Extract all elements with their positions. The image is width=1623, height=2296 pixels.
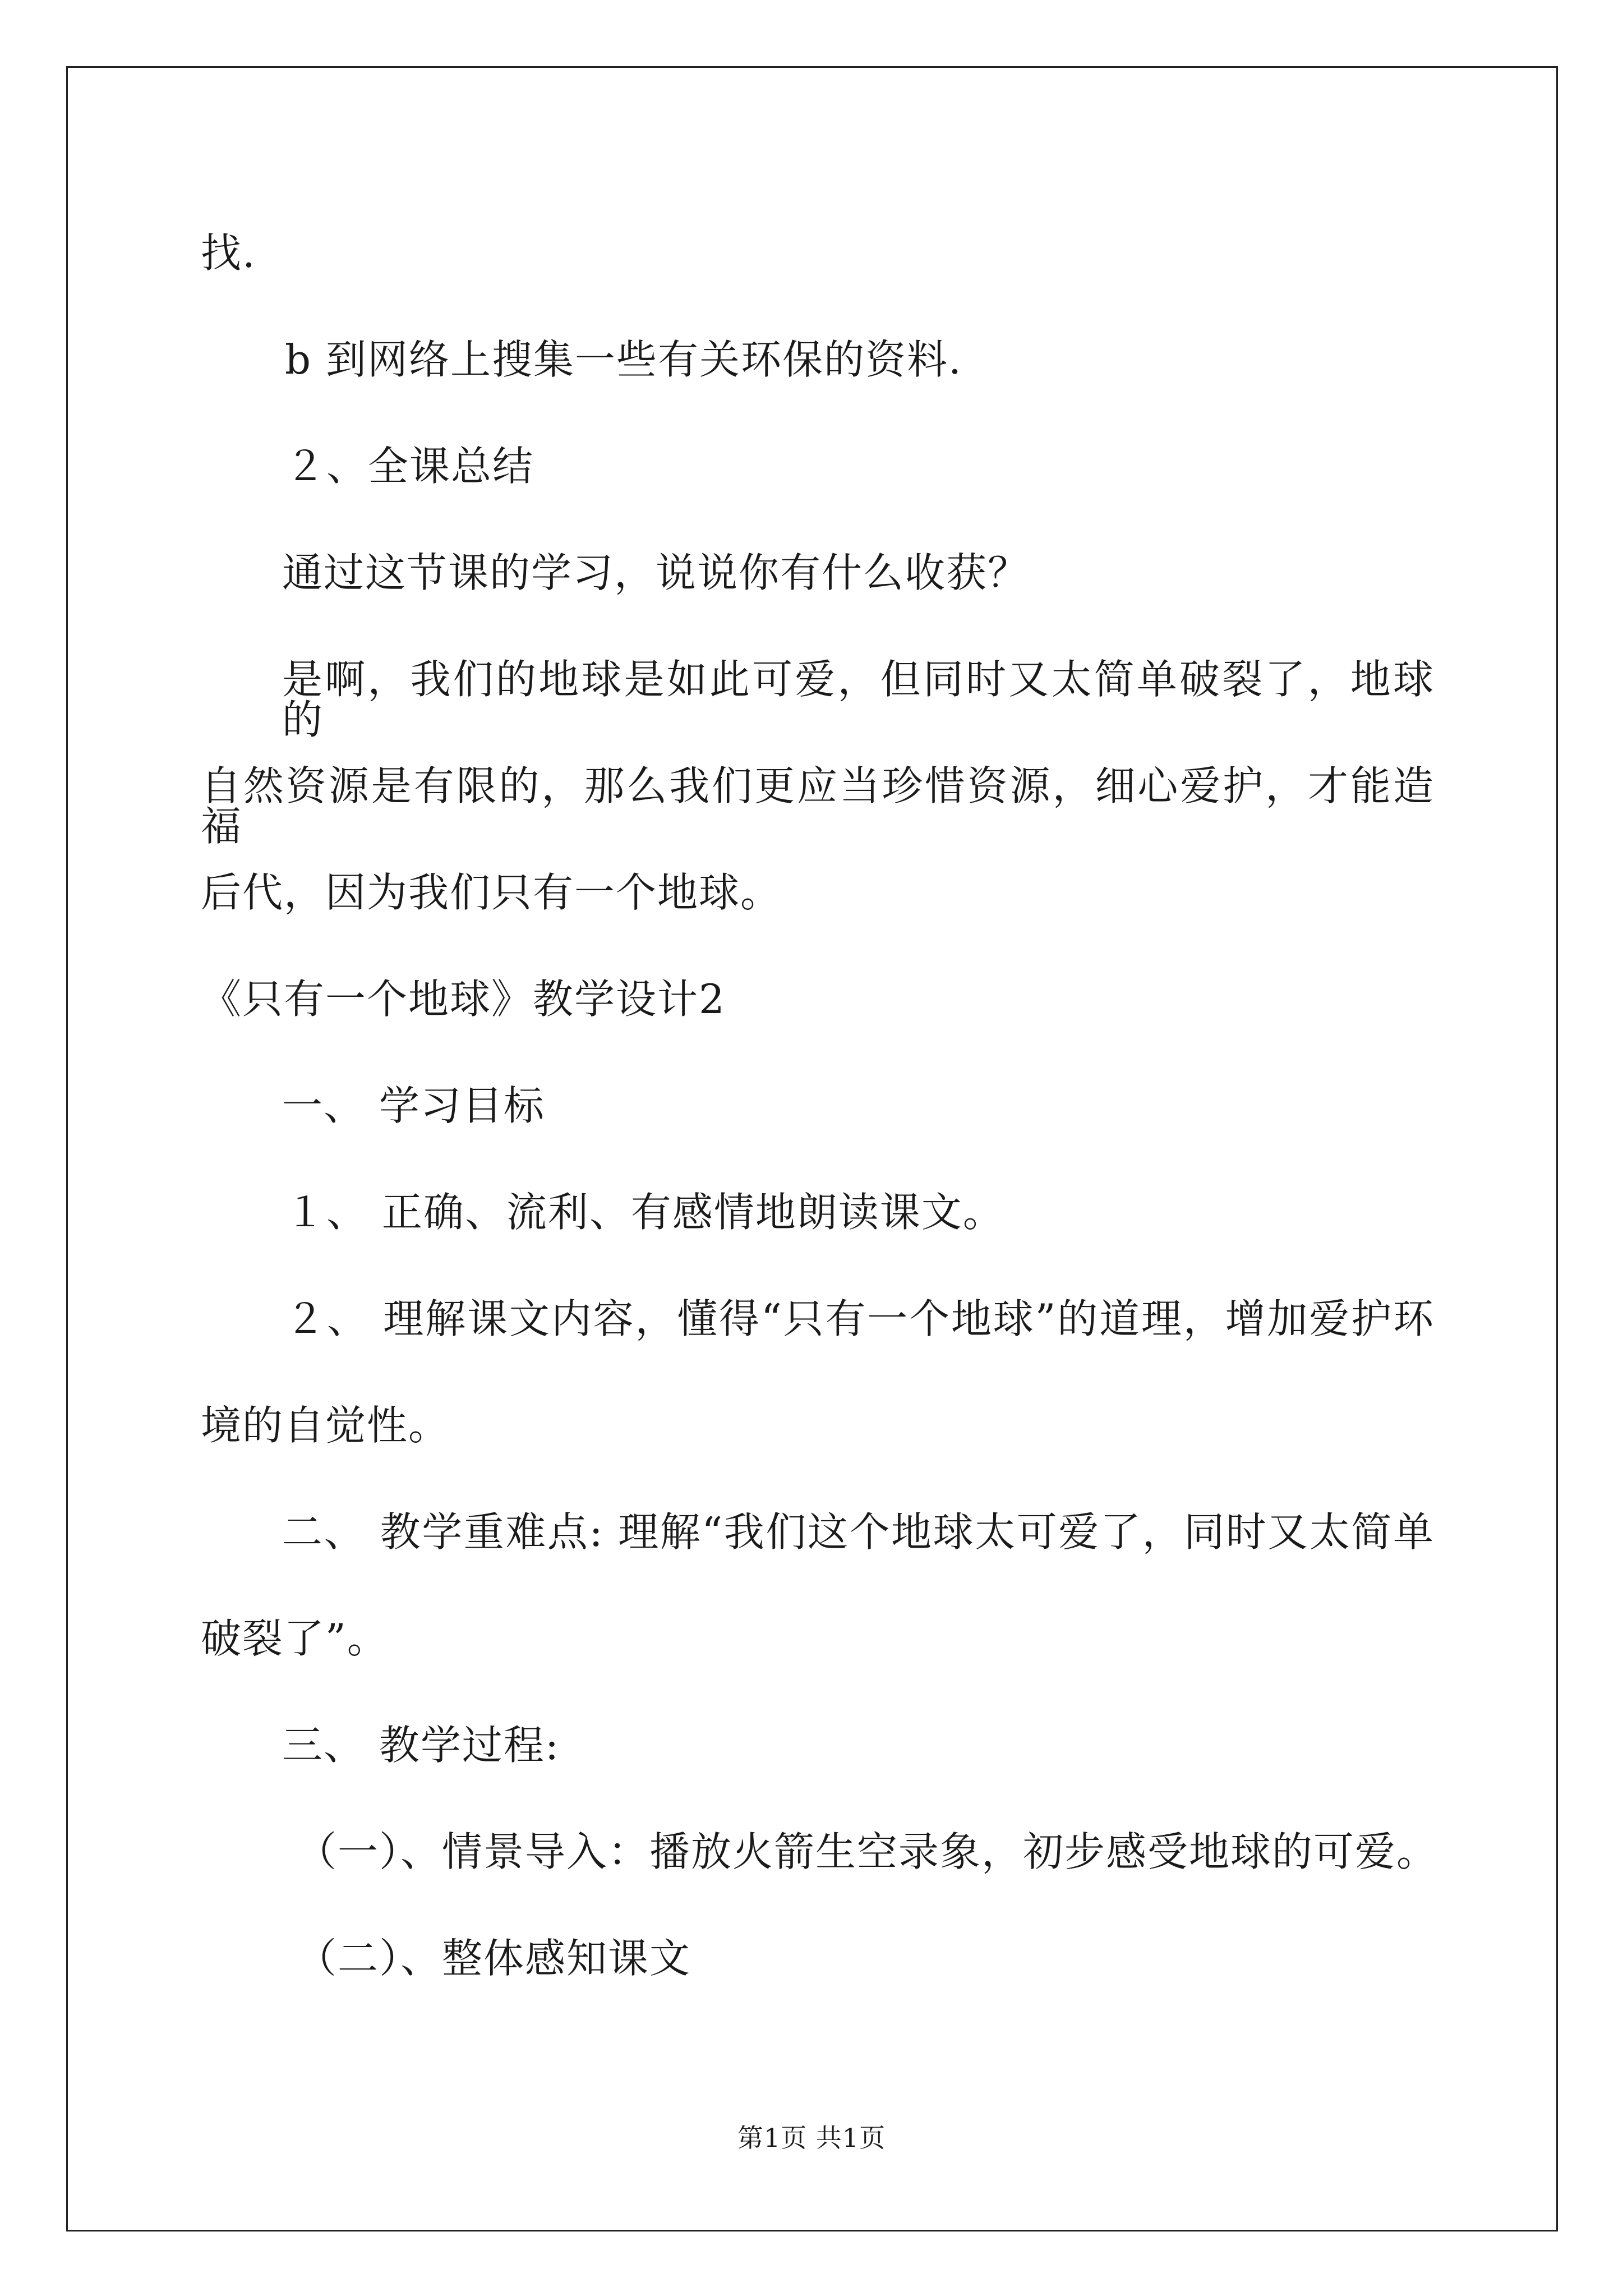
text-line: （一）、情景导入：播放火箭生空录象，初步感受地球的可爱。 — [296, 1828, 1438, 1875]
text-line: b 到网络上搜集一些有关环保的资料. — [285, 336, 962, 383]
text-line: 通过这节课的学习，说说你有什么收获？ — [282, 549, 1030, 596]
text-line: ２、 理解课文内容，懂得“只有一个地球”的道理，增加爱护环 — [285, 1295, 1435, 1342]
text-line: 后代，因为我们只有一个地球。 — [201, 869, 782, 916]
page-border — [66, 66, 1558, 2231]
text-line: 找. — [201, 229, 256, 277]
text-line: ２、全课总结 — [285, 443, 534, 490]
section-heading: 《只有一个地球》教学设计2 — [201, 976, 726, 1023]
text-line: 二、 教学重难点: 理解“我们这个地球太可爱了，同时又太简单 — [282, 1508, 1435, 1556]
text-line: 自然资源是有限的，那么我们更应当珍惜资源，细心爱护，才能造福 — [201, 762, 1435, 850]
text-line: （二）、整体感知课文 — [296, 1935, 691, 1982]
text-line: １、 正确、流利、有感情地朗读课文。 — [285, 1189, 1004, 1236]
text-line: 三、 教学过程: — [282, 1722, 560, 1769]
text-line: 一、 学习目标 — [282, 1082, 545, 1129]
text-line: 境的自觉性。 — [201, 1402, 450, 1449]
text-line: 破裂了”。 — [201, 1615, 389, 1662]
page-footer: 第1页 共1页 — [737, 2123, 886, 2153]
text-line: 是啊，我们的地球是如此可爱，但同时又太简单破裂了，地球的 — [282, 656, 1435, 743]
